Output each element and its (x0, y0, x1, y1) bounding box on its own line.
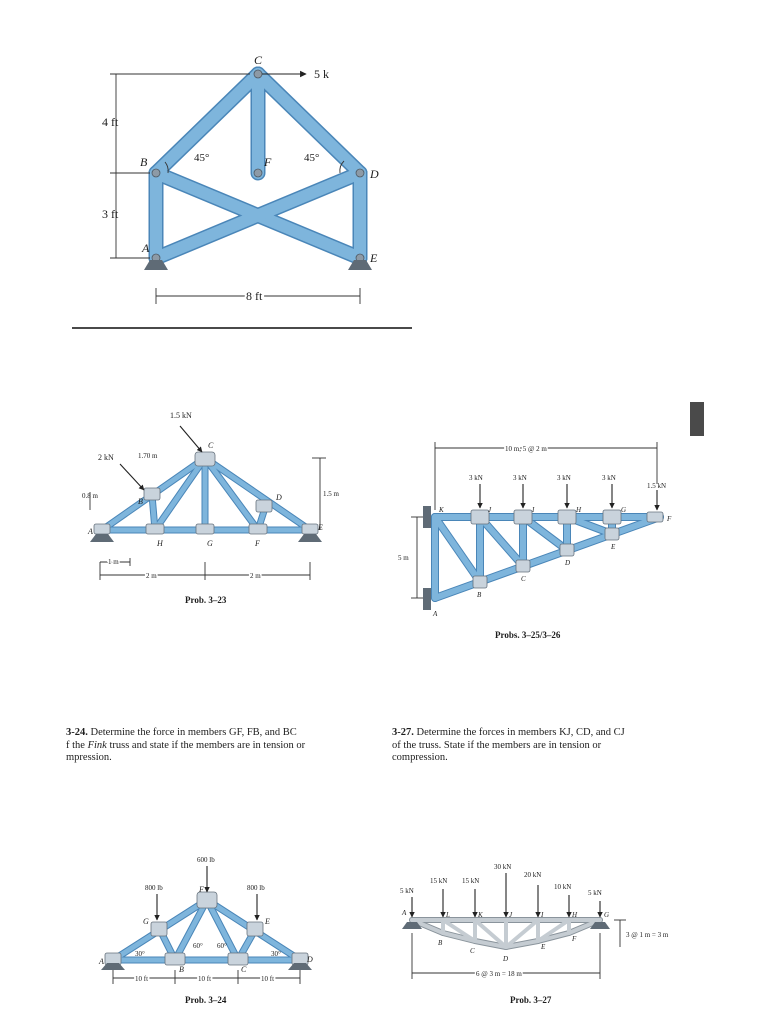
load-top-label: 1.5 kN (170, 411, 192, 420)
dim-label-8ft: 8 ft (246, 289, 263, 303)
dim-2m-left-label: 2 m (146, 572, 157, 580)
problem-3-24-number: 3-24. (66, 727, 88, 738)
angle-4-label: 30° (271, 950, 281, 958)
dim-label-4ft: 4 ft (102, 115, 119, 129)
dim-170-label: 1.70 m (138, 452, 158, 460)
load-800-right-label: 800 lb (247, 884, 265, 892)
joint-a-324: A (99, 957, 104, 966)
dim-span-label: 6 @ 3 m = 18 m (476, 970, 522, 978)
top-truss-members (156, 74, 360, 258)
problem-3-27-line-3: compression. (392, 752, 448, 763)
caption-3-27: Prob. 3–27 (510, 995, 552, 1005)
figure-prob-3-27 (390, 855, 690, 1015)
problem-3-27-text (392, 727, 688, 765)
figure-top-truss (90, 48, 420, 324)
joint-h-323: H (157, 539, 163, 548)
pin-f (254, 169, 262, 177)
dim-15-label: 1.5 m (323, 490, 339, 498)
joint-j-325: J (488, 506, 492, 514)
figure-prob-3-25 (395, 440, 685, 650)
joint-a-323: A (88, 527, 93, 536)
joint-c-327: C (470, 947, 475, 955)
load-label: 5 k (314, 67, 329, 81)
angle-2-label: 60° (193, 942, 203, 950)
joint-d-327: D (503, 955, 509, 963)
load-3-label: 3 kN (557, 474, 571, 482)
support-a-323 (90, 534, 114, 542)
dim-side-label-327: 3 @ 1 m = 3 m (626, 931, 669, 939)
wall-support-k (423, 506, 431, 528)
joint-g-327: G (604, 911, 610, 919)
joint-l-327: L (446, 911, 450, 919)
pin-d (356, 169, 364, 177)
joint-d-324: D (307, 955, 313, 964)
joint-i-327: I (541, 911, 544, 919)
load-5-left-label: 5 kN (400, 887, 414, 895)
problem-3-27-line-2: of the truss. State if the members are in tension or (392, 739, 602, 751)
load-800-left-label: 800 lb (145, 884, 163, 892)
joint-b-325: B (477, 591, 482, 599)
wall-support-a (423, 588, 431, 610)
load-20-label: 20 kN (524, 871, 542, 879)
dim-top-label: 10 m, 5 @ 2 m (505, 445, 547, 453)
dim-08-label: 0.8 m (82, 492, 98, 500)
joint-d-323: D (276, 493, 282, 502)
joint-c-label: C (254, 53, 263, 67)
load-30-label: 30 kN (494, 863, 512, 871)
figure-prob-3-23 (80, 400, 360, 615)
load-15-a-label: 15 kN (430, 877, 448, 885)
joint-b-327: B (438, 939, 443, 947)
joint-e-324: E (265, 917, 270, 926)
caption-3-25: Probs. 3–25/3–26 (495, 630, 561, 640)
joint-h-327: H (572, 911, 578, 919)
problem-3-24-line-1: Determine the force in members GF, FB, and BC (90, 727, 297, 738)
dim-label-3ft: 3 ft (102, 207, 119, 221)
joint-h-325: H (576, 506, 582, 514)
problem-3-27-number: 3-27. (392, 727, 414, 738)
joint-e-323: E (318, 523, 323, 532)
truss-3-25-members (435, 517, 660, 598)
angle-3-label: 60° (217, 942, 227, 950)
problem-3-24-line-2a: f the (66, 739, 88, 751)
span-1-label: 10 ft (135, 975, 149, 983)
load-5-label: 1.5 kN (647, 482, 667, 490)
dim-side-label: 5 m (398, 554, 409, 562)
problem-3-24-fink: Fink (87, 739, 107, 751)
pin-c (254, 70, 262, 78)
joint-c-324: C (241, 965, 247, 974)
problem-3-27-line-1: Determine the forces in members KJ, CD, and CJ (416, 727, 625, 738)
span-3-label: 10 ft (261, 975, 275, 983)
angle-right-label: 45° (304, 152, 320, 164)
support-a-324 (101, 963, 125, 970)
pin-b (152, 169, 160, 177)
joint-f-324: F (199, 885, 204, 894)
problem-3-24-line-2b: truss and state if the members are in tension or (106, 739, 306, 751)
figure-prob-3-24 (95, 850, 355, 1010)
joint-f-323: F (255, 539, 260, 548)
load-600-label: 600 lb (197, 856, 215, 864)
joint-g-325: G (621, 506, 627, 514)
loads-3-25 (480, 484, 657, 510)
joint-c-323: C (208, 441, 214, 450)
joint-g-323: G (207, 539, 213, 548)
joint-b-324: B (179, 965, 184, 974)
load-2-label: 3 kN (513, 474, 527, 482)
load-1-label: 3 kN (469, 474, 483, 482)
angle-left-label: 45° (194, 152, 210, 164)
load-15-b-label: 15 kN (462, 877, 480, 885)
dim-1m-label: 1 m (108, 558, 119, 566)
load-4-label: 3 kN (602, 474, 616, 482)
problem-3-24-text (66, 727, 362, 765)
section-divider (72, 327, 412, 329)
joint-c-325: C (521, 575, 526, 583)
joint-e-327: E (541, 943, 546, 951)
joint-a-327: A (402, 909, 407, 917)
angle-1-label: 30° (135, 950, 145, 958)
joint-d-label: D (370, 167, 379, 181)
problem-3-24-line-3: mpression. (66, 752, 112, 763)
joint-e-label: E (370, 251, 378, 265)
joint-g-324: G (143, 917, 149, 926)
joint-k-325: K (439, 506, 444, 514)
joint-a-325: A (433, 610, 438, 618)
caption-3-24: Prob. 3–24 (185, 995, 227, 1005)
joint-b-label: B (140, 155, 148, 169)
joint-a-label: A (142, 241, 150, 255)
load-10-label: 10 kN (554, 883, 572, 891)
span-2-label: 10 ft (198, 975, 212, 983)
joint-e-325: E (611, 543, 616, 551)
chapter-tab (690, 402, 704, 436)
support-d-324 (288, 963, 312, 970)
load-5-right-label: 5 kN (588, 889, 602, 897)
support-e-323 (298, 534, 322, 542)
caption-3-23: Prob. 3–23 (185, 595, 227, 605)
joint-d-325: D (565, 559, 571, 567)
joint-b-323: B (138, 497, 143, 506)
joint-i-325: I (532, 506, 535, 514)
joint-f-325: F (667, 515, 672, 523)
dim-2m-right-label: 2 m (250, 572, 261, 580)
joint-f-327: F (572, 935, 577, 943)
joint-f-label: F (264, 155, 272, 169)
joint-k-327: K (478, 911, 483, 919)
joint-j-327: J (509, 911, 513, 919)
load-left-label: 2 kN (98, 453, 114, 462)
